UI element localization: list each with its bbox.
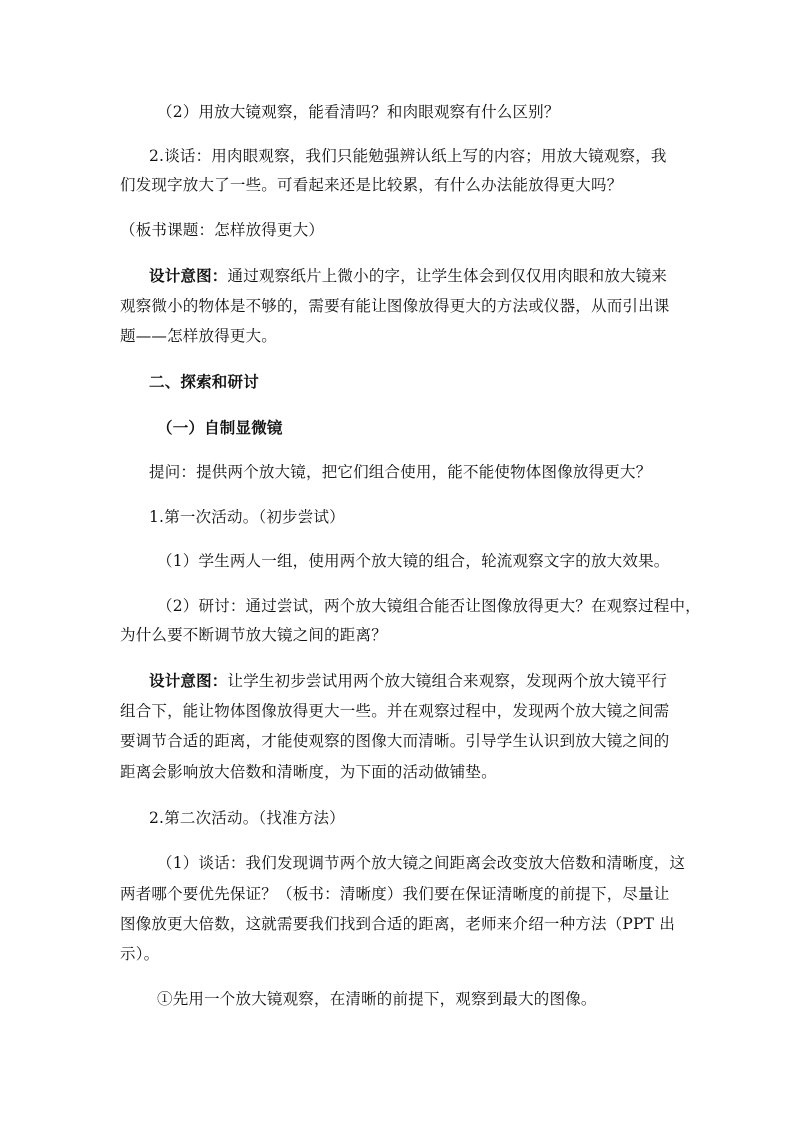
paragraph-activity-1: 1.第一次活动。（初步尝试） xyxy=(149,508,345,526)
paragraph-design-intent-2-line2: 组合下，能让物体图像放得更大一些。并在观察过程中，发现两个放大镜之间需 xyxy=(120,702,670,720)
paragraph-activity-2-step1-line2: 两者哪个要优先保证？（板书：清晰度）我们要在保证清晰度的前提下，尽量让 xyxy=(120,885,670,903)
paragraph-design-intent-2-line1: 设计意图：让学生初步尝试用两个放大镜组合来观察，发现两个放大镜平行 xyxy=(149,671,668,690)
paragraph-design-intent-1-line1: 设计意图：通过观察纸片上微小的字，让学生体会到仅仅用肉眼和放大镜来 xyxy=(149,266,668,285)
paragraph-question-2: （2）用放大镜观察，能看清吗？和肉眼观察有什么区别？ xyxy=(157,103,560,121)
paragraph-design-intent-2-line3: 要调节合适的距离，才能使观察的图像大而清晰。引导学生认识到放大镜之间的 xyxy=(120,732,670,750)
section-heading-explore: 二、探索和研讨 xyxy=(149,372,259,391)
paragraph-activity-2-step1-line4: 示）。 xyxy=(120,945,160,963)
paragraph-activity-1-step1: （1）学生两人一组，使用两个放大镜的组合，轮流观察文字的放大效果。 xyxy=(157,552,670,570)
paragraph-activity-1-step2-line2: 为什么要不断调节放大镜之间的距离？ xyxy=(120,626,387,644)
paragraph-design-intent-1-line2: 观察微小的物体是不够的，需要有能让图像放得更大的方法或仪器，从而引出课 xyxy=(120,297,670,315)
paragraph-activity-2: 2.第二次活动。（找准方法） xyxy=(149,809,345,827)
paragraph-talk-2-line2: 们发现字放大了一些。可看起来还是比较累，有什么办法能放得更大吗？ xyxy=(120,176,623,194)
paragraph-design-intent-1-line3: 题——怎样放得更大。 xyxy=(120,327,278,345)
paragraph-activity-2-step1-line1: （1）谈话：我们发现调节两个放大镜之间距离会改变放大倍数和清晰度，这 xyxy=(157,854,686,872)
paragraph-question-lenses: 提问：提供两个放大镜，把它们组合使用，能不能使物体图像放得更大？ xyxy=(149,463,652,481)
paragraph-activity-1-step2-line1: （2）研讨：通过尝试，两个放大镜组合能否让图像放得更大？在观察过程中， xyxy=(157,597,701,615)
paragraph-blackboard-title: （板书课题：怎样放得更大） xyxy=(120,221,325,239)
paragraph-design-intent-2-line4: 距离会影响放大倍数和清晰度，为下面的活动做铺垫。 xyxy=(120,763,497,781)
design-intent-label: 设计意图： xyxy=(149,671,228,690)
paragraph-talk-2-line1: 2.谈话：用肉眼观察，我们只能勉强辨认纸上写的内容；用放大镜观察，我 xyxy=(149,147,667,165)
paragraph-activity-2-step1-line3: 图像放更大倍数，这就需要我们找到合适的距离，老师来介绍一种方法（PPT 出 xyxy=(120,915,676,933)
paragraph-method-step1: ①先用一个放大镜观察，在清晰的前提下，观察到最大的图像。 xyxy=(157,990,597,1008)
subsection-heading-microscope: （一）自制显微镜 xyxy=(157,418,283,437)
design-intent-label: 设计意图： xyxy=(149,266,228,285)
